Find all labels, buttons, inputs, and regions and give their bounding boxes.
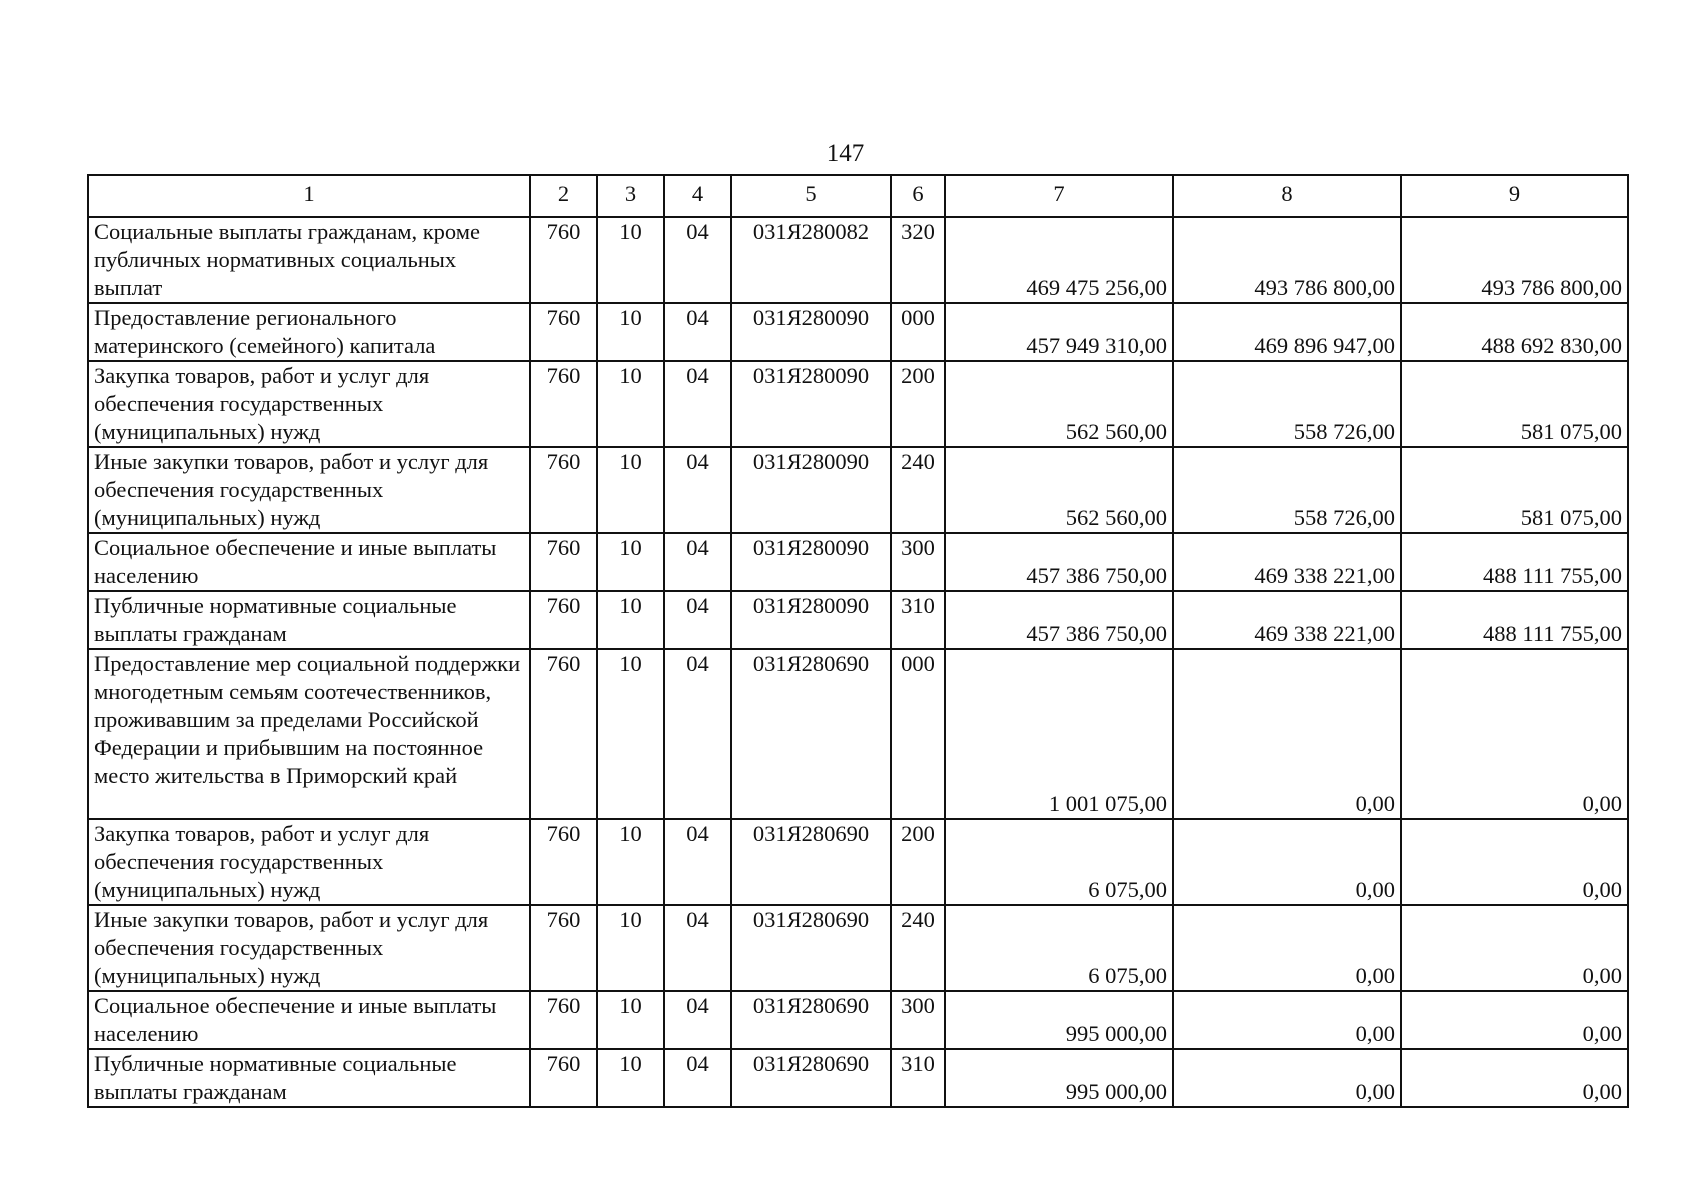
section-code: 10 bbox=[597, 991, 664, 1049]
table-row bbox=[88, 905, 1628, 991]
table-row bbox=[88, 533, 1628, 591]
row-description: Социальное обеспечение и иные выплаты населению bbox=[88, 533, 530, 591]
admin-code: 760 bbox=[530, 533, 597, 591]
target-article-code: 031Я280090 bbox=[731, 447, 891, 533]
section-code: 10 bbox=[597, 1049, 664, 1107]
subsection-code: 04 bbox=[664, 533, 731, 591]
page-number: 147 bbox=[826, 140, 865, 167]
table-row bbox=[88, 649, 1628, 819]
target-article-code: 031Я280090 bbox=[731, 591, 891, 649]
amount-col-9: 493 786 800,00 bbox=[1401, 217, 1628, 303]
header-cell: 6 bbox=[891, 175, 945, 217]
subsection-code: 04 bbox=[664, 303, 731, 361]
expense-type-code: 240 bbox=[891, 905, 945, 991]
table-row bbox=[88, 1049, 1628, 1107]
table-row bbox=[88, 361, 1628, 447]
amount-col-7: 562 560,00 bbox=[945, 361, 1173, 447]
admin-code: 760 bbox=[530, 361, 597, 447]
expense-type-code: 310 bbox=[891, 591, 945, 649]
subsection-code: 04 bbox=[664, 905, 731, 991]
amount-col-9: 0,00 bbox=[1401, 819, 1628, 905]
budget-table bbox=[87, 174, 1629, 1108]
row-description: Закупка товаров, работ и услуг для обеспечения государственных (муниципальных) нужд bbox=[88, 819, 530, 905]
amount-col-7: 457 949 310,00 bbox=[945, 303, 1173, 361]
amount-col-9: 0,00 bbox=[1401, 991, 1628, 1049]
table-row bbox=[88, 447, 1628, 533]
amount-col-7: 469 475 256,00 bbox=[945, 217, 1173, 303]
subsection-code: 04 bbox=[664, 361, 731, 447]
admin-code: 760 bbox=[530, 303, 597, 361]
header-row bbox=[88, 175, 1628, 217]
row-description: Иные закупки товаров, работ и услуг для обеспечения государственных (муниципальных) нужд bbox=[88, 447, 530, 533]
subsection-code: 04 bbox=[664, 819, 731, 905]
admin-code: 760 bbox=[530, 591, 597, 649]
section-code: 10 bbox=[597, 819, 664, 905]
row-description: Закупка товаров, работ и услуг для обеспечения государственных (муниципальных) нужд bbox=[88, 361, 530, 447]
amount-col-9: 0,00 bbox=[1401, 905, 1628, 991]
amount-col-8: 469 896 947,00 bbox=[1173, 303, 1401, 361]
section-code: 10 bbox=[597, 649, 664, 819]
amount-col-8: 0,00 bbox=[1173, 819, 1401, 905]
expense-type-code: 200 bbox=[891, 361, 945, 447]
header-cell: 8 bbox=[1173, 175, 1401, 217]
section-code: 10 bbox=[597, 217, 664, 303]
amount-col-7: 457 386 750,00 bbox=[945, 591, 1173, 649]
admin-code: 760 bbox=[530, 217, 597, 303]
row-description: Социальное обеспечение и иные выплаты населению bbox=[88, 991, 530, 1049]
amount-col-8: 469 338 221,00 bbox=[1173, 533, 1401, 591]
amount-col-9: 488 111 755,00 bbox=[1401, 591, 1628, 649]
amount-col-9: 0,00 bbox=[1401, 1049, 1628, 1107]
row-description: Иные закупки товаров, работ и услуг для обеспечения государственных (муниципальных) нужд bbox=[88, 905, 530, 991]
amount-col-8: 558 726,00 bbox=[1173, 447, 1401, 533]
admin-code: 760 bbox=[530, 1049, 597, 1107]
expense-type-code: 310 bbox=[891, 1049, 945, 1107]
amount-col-8: 0,00 bbox=[1173, 649, 1401, 819]
admin-code: 760 bbox=[530, 447, 597, 533]
target-article-code: 031Я280690 bbox=[731, 905, 891, 991]
target-article-code: 031Я280090 bbox=[731, 303, 891, 361]
amount-col-9: 488 692 830,00 bbox=[1401, 303, 1628, 361]
amount-col-7: 6 075,00 bbox=[945, 905, 1173, 991]
section-code: 10 bbox=[597, 361, 664, 447]
target-article-code: 031Я280690 bbox=[731, 1049, 891, 1107]
amount-col-7: 6 075,00 bbox=[945, 819, 1173, 905]
subsection-code: 04 bbox=[664, 649, 731, 819]
subsection-code: 04 bbox=[664, 591, 731, 649]
expense-type-code: 200 bbox=[891, 819, 945, 905]
row-description: Социальные выплаты гражданам, кроме публичных нормативных социальных выплат bbox=[88, 217, 530, 303]
section-code: 10 bbox=[597, 533, 664, 591]
amount-col-7: 457 386 750,00 bbox=[945, 533, 1173, 591]
target-article-code: 031Я280690 bbox=[731, 819, 891, 905]
admin-code: 760 bbox=[530, 819, 597, 905]
amount-col-9: 581 075,00 bbox=[1401, 447, 1628, 533]
header-cell: 4 bbox=[664, 175, 731, 217]
section-code: 10 bbox=[597, 303, 664, 361]
row-description: Предоставление мер социальной поддержки многодетным семьям соотечественников, проживавшим за пределами Российской Федерации и прибывшим на постоянное место жительства в Приморский край bbox=[88, 649, 530, 819]
amount-col-9: 488 111 755,00 bbox=[1401, 533, 1628, 591]
row-description: Публичные нормативные социальные выплаты гражданам bbox=[88, 1049, 530, 1107]
header-cell: 1 bbox=[88, 175, 530, 217]
amount-col-8: 493 786 800,00 bbox=[1173, 217, 1401, 303]
subsection-code: 04 bbox=[664, 447, 731, 533]
header-cell: 3 bbox=[597, 175, 664, 217]
table-row bbox=[88, 819, 1628, 905]
amount-col-8: 469 338 221,00 bbox=[1173, 591, 1401, 649]
expense-type-code: 000 bbox=[891, 303, 945, 361]
amount-col-7: 995 000,00 bbox=[945, 1049, 1173, 1107]
amount-col-8: 0,00 bbox=[1173, 1049, 1401, 1107]
expense-type-code: 240 bbox=[891, 447, 945, 533]
amount-col-7: 995 000,00 bbox=[945, 991, 1173, 1049]
table-row bbox=[88, 303, 1628, 361]
table-row bbox=[88, 991, 1628, 1049]
header-cell: 2 bbox=[530, 175, 597, 217]
table-row bbox=[88, 217, 1628, 303]
table-row bbox=[88, 591, 1628, 649]
target-article-code: 031Я280090 bbox=[731, 533, 891, 591]
row-description: Предоставление регионального материнского (семейного) капитала bbox=[88, 303, 530, 361]
amount-col-8: 0,00 bbox=[1173, 991, 1401, 1049]
target-article-code: 031Я280090 bbox=[731, 361, 891, 447]
header-cell: 5 bbox=[731, 175, 891, 217]
row-description: Публичные нормативные социальные выплаты гражданам bbox=[88, 591, 530, 649]
target-article-code: 031Я280082 bbox=[731, 217, 891, 303]
expense-type-code: 300 bbox=[891, 533, 945, 591]
amount-col-8: 0,00 bbox=[1173, 905, 1401, 991]
section-code: 10 bbox=[597, 905, 664, 991]
subsection-code: 04 bbox=[664, 1049, 731, 1107]
admin-code: 760 bbox=[530, 905, 597, 991]
amount-col-7: 1 001 075,00 bbox=[945, 649, 1173, 819]
target-article-code: 031Я280690 bbox=[731, 649, 891, 819]
expense-type-code: 300 bbox=[891, 991, 945, 1049]
expense-type-code: 320 bbox=[891, 217, 945, 303]
amount-col-7: 562 560,00 bbox=[945, 447, 1173, 533]
header-cell: 7 bbox=[945, 175, 1173, 217]
header-cell: 9 bbox=[1401, 175, 1628, 217]
amount-col-9: 581 075,00 bbox=[1401, 361, 1628, 447]
subsection-code: 04 bbox=[664, 991, 731, 1049]
expense-type-code: 000 bbox=[891, 649, 945, 819]
amount-col-8: 558 726,00 bbox=[1173, 361, 1401, 447]
table-body bbox=[88, 175, 1628, 1107]
section-code: 10 bbox=[597, 591, 664, 649]
admin-code: 760 bbox=[530, 991, 597, 1049]
section-code: 10 bbox=[597, 447, 664, 533]
admin-code: 760 bbox=[530, 649, 597, 819]
target-article-code: 031Я280690 bbox=[731, 991, 891, 1049]
subsection-code: 04 bbox=[664, 217, 731, 303]
amount-col-9: 0,00 bbox=[1401, 649, 1628, 819]
